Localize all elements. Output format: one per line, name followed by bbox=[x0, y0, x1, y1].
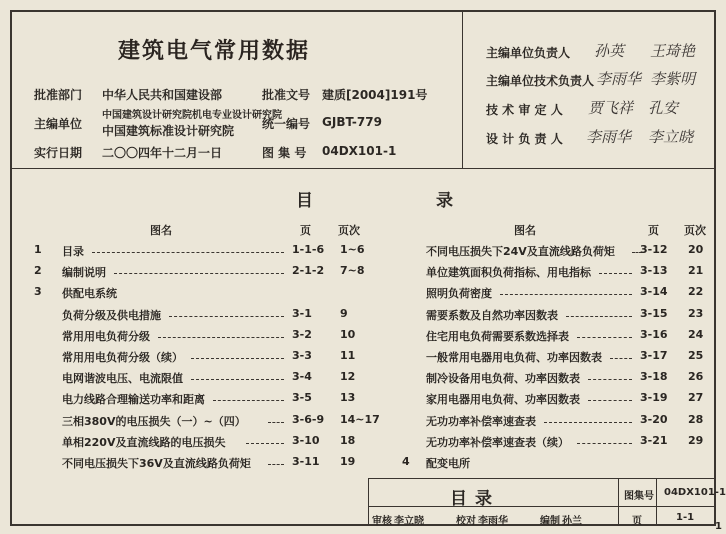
titleblock-atlas-label: 图集号 bbox=[624, 491, 654, 502]
toc-row-name: 常用用电负荷分级（续） bbox=[62, 351, 183, 364]
toc-heading-left: 目 bbox=[296, 191, 313, 211]
toc-row-leader bbox=[588, 379, 632, 380]
col-pages-right: 页次 bbox=[684, 224, 706, 237]
toc-row-pages: 27 bbox=[688, 391, 704, 405]
toc-row-name: 住宅用电负荷需要系数选择表 bbox=[426, 329, 569, 343]
toc-row-name: 无功功率补偿率速查表 bbox=[426, 414, 536, 428]
toc-row-name: 单相220V及直流线路的电压损失 bbox=[62, 435, 226, 449]
toc-row-leader bbox=[500, 294, 632, 295]
toc-row-number: 4 bbox=[402, 455, 410, 468]
toc-row-code: 3-16 bbox=[640, 327, 668, 341]
toc-row-leader bbox=[92, 252, 284, 253]
toc-row-pages: 10 bbox=[340, 327, 356, 341]
toc-row-code: 3-10 bbox=[292, 433, 320, 447]
toc-row bbox=[34, 349, 374, 369]
dept-label: 批准部门 bbox=[34, 88, 83, 102]
toc-row-name: 目录 bbox=[62, 245, 84, 258]
toc-row bbox=[34, 285, 374, 305]
col-pages-left: 页次 bbox=[338, 224, 360, 237]
toc-row-leader bbox=[213, 400, 284, 401]
toc-row-code: 3-4 bbox=[292, 370, 312, 384]
toc-row-code: 3-18 bbox=[640, 370, 668, 384]
toc-row-leader bbox=[191, 358, 284, 359]
toc-row bbox=[402, 455, 712, 475]
toc-row-code: 3-15 bbox=[640, 306, 668, 320]
toc-row-name: 电网谐波电压、电流限值 bbox=[62, 372, 183, 386]
signature-label-chief: 主编单位负责人 bbox=[486, 46, 571, 60]
toc-row-name: 家用电器用电负荷、功率因数表 bbox=[426, 393, 580, 407]
dept-value: 中华人民共和国建设部 bbox=[102, 88, 223, 102]
toc-row-number: 1 bbox=[34, 243, 42, 256]
toc-row-pages: 26 bbox=[688, 370, 704, 384]
titleblock-page-label: 页 bbox=[632, 516, 642, 527]
toc-row-leader bbox=[158, 337, 284, 338]
toc-row-pages: 19 bbox=[340, 455, 356, 468]
toc-row-name: 无功功率补偿率速查表（续） bbox=[426, 435, 569, 449]
doc-value: 建质[2004]191号 bbox=[322, 88, 428, 102]
toc-row-leader bbox=[577, 443, 632, 444]
signature-chief-2: 王琦艳 bbox=[650, 42, 696, 60]
toc-row-code: 3-14 bbox=[640, 285, 668, 299]
toc-row bbox=[34, 434, 374, 454]
code-label: 统一编号 bbox=[262, 117, 311, 131]
toc-row bbox=[402, 264, 712, 284]
toc-row-pages: 20 bbox=[688, 243, 704, 256]
toc-row-leader bbox=[599, 273, 632, 274]
titleblock-divider bbox=[618, 478, 619, 526]
signature-review-1: 贾飞祥 bbox=[588, 99, 634, 117]
titleblock-divider-2 bbox=[656, 478, 657, 526]
titleblock-title: 目录 bbox=[450, 489, 500, 509]
toc-row bbox=[34, 370, 374, 390]
toc-row-pages: 13 bbox=[340, 391, 356, 405]
date-value: 二〇〇四年十二月一日 bbox=[102, 146, 223, 160]
signature-label-review: 技 术 审 定 人 bbox=[486, 103, 563, 117]
toc-row-pages: 28 bbox=[688, 412, 704, 426]
toc-row-leader bbox=[114, 273, 284, 274]
toc-row-name: 需要系数及自然功率因数表 bbox=[426, 308, 558, 322]
header-divider bbox=[10, 168, 716, 169]
titleblock-review-name: 李立晓 bbox=[394, 516, 424, 527]
toc-row-code: 3-5 bbox=[292, 391, 312, 405]
toc-row-pages: 9 bbox=[340, 306, 348, 320]
toc-row-name: 编制说明 bbox=[62, 266, 106, 280]
col-name-right: 图名 bbox=[514, 224, 536, 237]
toc-row-name: 三相380V的电压损失（一）~（四） bbox=[62, 414, 246, 428]
col-page-right: 页 bbox=[648, 224, 659, 237]
titleblock-mid-line bbox=[368, 506, 716, 507]
toc-row bbox=[402, 370, 712, 390]
toc-row bbox=[402, 243, 712, 263]
toc-row-name: 供配电系统 bbox=[62, 287, 117, 301]
header-vertical-divider bbox=[462, 10, 463, 168]
toc-row-name: 电力线路合理输送功率和距离 bbox=[62, 393, 205, 407]
toc-row-code: 1-1-6 bbox=[292, 243, 325, 256]
editor-value-2: 中国建筑标准设计研究院 bbox=[102, 124, 235, 138]
toc-row-pages: 24 bbox=[688, 327, 704, 341]
toc-row-pages: 14~17 bbox=[340, 412, 380, 426]
toc-row-pages: 21 bbox=[688, 264, 704, 278]
toc-row-pages: 12 bbox=[340, 370, 356, 384]
signature-tech-2: 李紫明 bbox=[650, 70, 696, 88]
toc-row bbox=[402, 391, 712, 411]
toc-row-leader bbox=[191, 379, 284, 380]
signature-review-2: 孔安 bbox=[648, 99, 679, 117]
atlas-label: 图 集 号 bbox=[262, 146, 307, 160]
titleblock-atlas-value: 04DX101-1 bbox=[664, 487, 726, 498]
titleblock-check-name: 李雨华 bbox=[478, 516, 508, 527]
toc-row-code: 3-12 bbox=[640, 243, 668, 256]
signature-tech-1: 李雨华 bbox=[596, 70, 642, 88]
signature-label-tech: 主编单位技术负责人 bbox=[486, 74, 595, 88]
toc-row bbox=[34, 455, 374, 475]
signature-design-2: 李立晓 bbox=[648, 128, 694, 146]
toc-row bbox=[34, 412, 380, 433]
signature-label-design: 设 计 负 责 人 bbox=[486, 132, 563, 146]
toc-row bbox=[34, 307, 374, 327]
toc-row-leader bbox=[610, 358, 632, 359]
toc-row-name: 一般常用电器用电负荷、功率因数表 bbox=[426, 351, 602, 364]
toc-row bbox=[402, 349, 712, 369]
toc-heading-right: 录 bbox=[436, 191, 453, 211]
toc-row-leader bbox=[577, 337, 632, 338]
toc-row-leader bbox=[169, 316, 284, 317]
toc-row-code: 3-2 bbox=[292, 327, 312, 341]
toc-row-pages: 23 bbox=[688, 306, 704, 320]
page-number: 1 bbox=[715, 521, 722, 532]
toc-row-name: 照明负荷密度 bbox=[426, 287, 492, 301]
toc-row-name: 单位建筑面积负荷指标、用电指标 bbox=[426, 266, 591, 280]
toc-row-leader bbox=[268, 464, 284, 465]
toc-row-name: 制冷设备用电负荷、功率因数表 bbox=[426, 372, 580, 386]
editor-label: 主编单位 bbox=[34, 117, 83, 131]
toc-row-pages: 22 bbox=[688, 285, 704, 299]
toc-row-pages: 11 bbox=[340, 349, 356, 362]
titleblock-left-line bbox=[368, 478, 369, 526]
toc-row-name: 不同电压损失下24V及直流线路负荷矩 bbox=[426, 245, 615, 258]
doc-label: 批准文号 bbox=[262, 88, 311, 102]
toc-row-leader bbox=[566, 316, 632, 317]
titleblock-draw-label: 编制 bbox=[540, 516, 560, 527]
toc-row-pages: 18 bbox=[340, 433, 356, 447]
toc-row-pages: 29 bbox=[688, 433, 704, 447]
titleblock-page-value: 1-1 bbox=[676, 512, 695, 523]
toc-row-leader bbox=[588, 400, 632, 401]
toc-row-name: 常用用电负荷分级 bbox=[62, 329, 150, 343]
toc-row bbox=[402, 328, 712, 348]
toc-row bbox=[34, 328, 374, 348]
titleblock-top-line bbox=[368, 478, 716, 479]
editor-value-1: 中国建筑设计研究院机电专业设计研究院 bbox=[102, 110, 282, 121]
toc-row-leader bbox=[268, 422, 284, 423]
toc-row-code: 3-17 bbox=[640, 349, 668, 362]
toc-row bbox=[402, 434, 712, 454]
date-label: 实行日期 bbox=[34, 146, 83, 160]
document-title: 建筑电气常用数据 bbox=[118, 39, 311, 64]
toc-row-code: 3-13 bbox=[640, 264, 668, 278]
toc-row-code: 3-6-9 bbox=[292, 412, 325, 426]
toc-row bbox=[402, 413, 712, 433]
toc-row bbox=[34, 243, 374, 263]
toc-row-pages: 1~6 bbox=[340, 243, 365, 256]
toc-row bbox=[402, 307, 712, 327]
toc-row-pages: 25 bbox=[688, 349, 704, 362]
col-name-left: 图名 bbox=[150, 224, 172, 237]
toc-row-code: 3-20 bbox=[640, 412, 668, 426]
toc-row-pages: 7~8 bbox=[340, 264, 365, 278]
toc-row bbox=[34, 264, 374, 284]
titleblock-review-label: 审核 bbox=[372, 516, 392, 527]
toc-row bbox=[402, 285, 712, 305]
toc-row-leader bbox=[544, 422, 632, 423]
toc-row-code: 3-19 bbox=[640, 391, 668, 405]
toc-row-name: 不同电压损失下36V及直流线路负荷矩 bbox=[62, 457, 251, 470]
toc-row-leader bbox=[246, 443, 284, 444]
code-value: GJBT-779 bbox=[322, 115, 382, 129]
atlas-value: 04DX101-1 bbox=[322, 144, 397, 158]
toc-row-code: 3-3 bbox=[292, 349, 312, 362]
toc-row-code: 3-11 bbox=[292, 455, 320, 468]
col-page-left: 页 bbox=[300, 224, 311, 237]
titleblock-draw-name: 孙兰 bbox=[562, 516, 582, 527]
toc-row-name: 负荷分级及供电措施 bbox=[62, 308, 161, 322]
toc-row-code: 3-21 bbox=[640, 433, 668, 447]
toc-row-number: 3 bbox=[34, 285, 42, 299]
signature-chief-1: 孙英 bbox=[594, 42, 625, 60]
toc-row-code: 2-1-2 bbox=[292, 264, 325, 278]
toc-row-code: 3-1 bbox=[292, 306, 312, 320]
titleblock-check-label: 校对 bbox=[456, 516, 476, 527]
signature-design-1: 李雨华 bbox=[586, 128, 632, 146]
toc-row bbox=[34, 391, 374, 411]
toc-row-number: 2 bbox=[34, 264, 42, 278]
toc-row-name: 配变电所 bbox=[426, 457, 470, 470]
